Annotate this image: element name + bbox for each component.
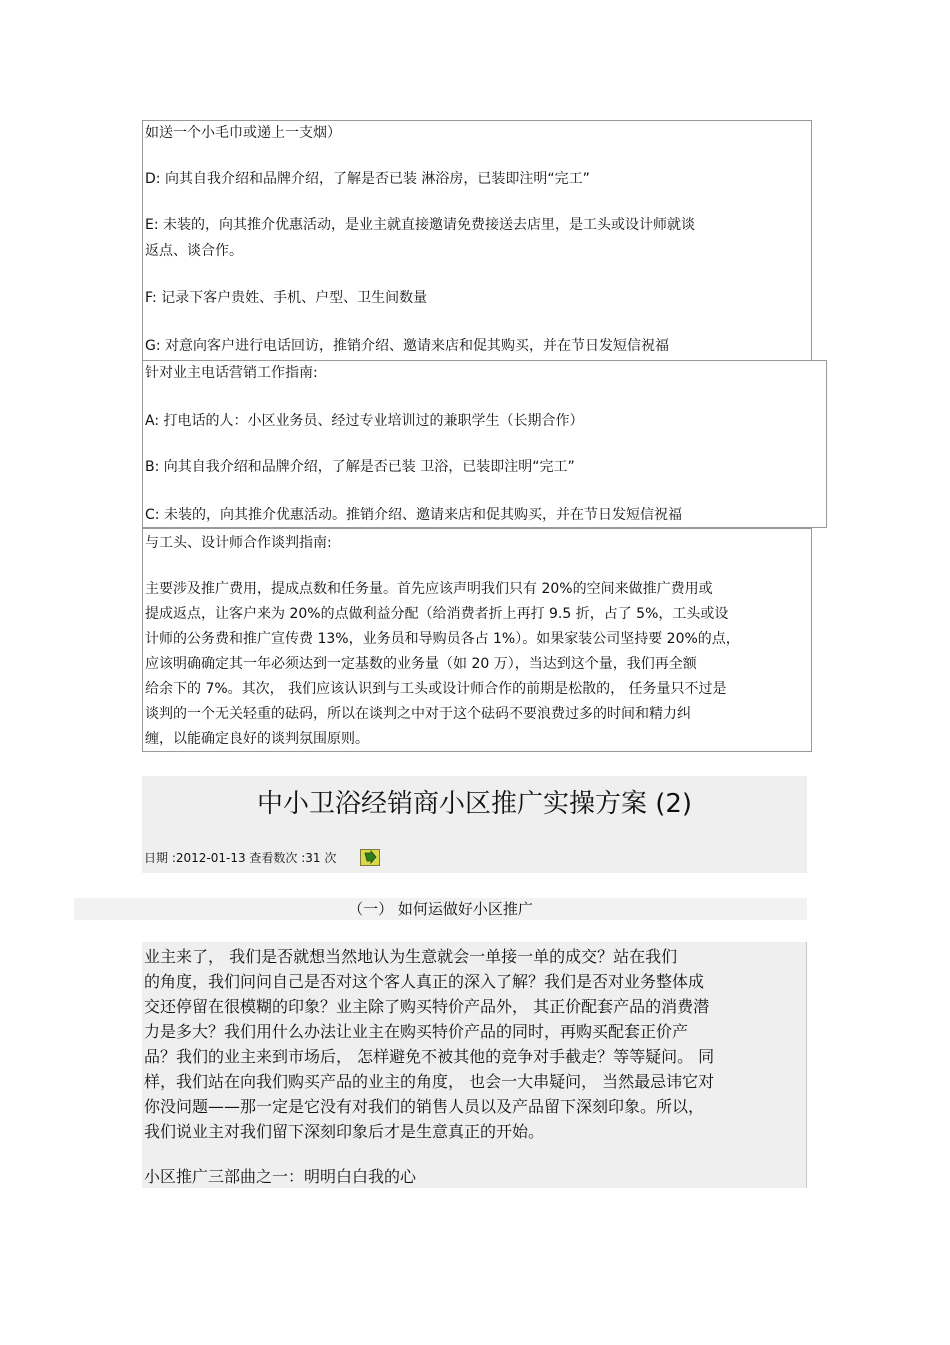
article-meta: 日期 :2012-01-13 查看数次 :31 次	[144, 851, 337, 865]
body-line: 的角度，我们问问自己是否对这个客人真正的深入了解？我们是否对业务整体成	[144, 972, 705, 991]
body-line: 业主来了， 我们是否就想当然地认为生意就会一单接一单的成交？站在我们	[144, 947, 678, 966]
box3-text-line: 主要涉及推广费用，提成点数和任务量。首先应该声明我们只有 20%的空间来做推广费用或	[145, 581, 713, 597]
box1-line-5: F: 记录下客户贵姓、手机、户型、卫生间数量	[145, 290, 428, 306]
article-title: 中小卫浴经销商小区推广实操方案 (2)	[256, 789, 693, 819]
section-heading: （一） 如何运做好小区推广	[74, 898, 807, 920]
box2-line-2: A: 打电话的人：小区业务员、经过专业培训过的兼职学生（长期合作）	[145, 413, 584, 429]
article-header	[142, 776, 807, 873]
body-line: 品？我们的业主来到市场后， 怎样避免不被其他的竞争对手截走？等等疑问。 同	[144, 1047, 715, 1066]
box3-text-line: 计师的公务费和推广宣传费 13%，业务员和导购员各占 1%）。如果家装公司坚持要 20%的点，	[145, 631, 740, 647]
box3-paragraph	[145, 577, 740, 752]
info-box-2	[142, 360, 827, 528]
box1-line-2: D: 向其自我介绍和品牌介绍，了解是否已装 淋浴房，已装即注明“完工”	[145, 171, 590, 187]
body-line: 力是多大？我们用什么办法让业主在购买特价产品的同时，再购买配套正价产	[144, 1022, 689, 1041]
info-box-3	[142, 528, 812, 752]
body-line: 我们说业主对我们留下深刻印象后才是生意真正的开始。	[144, 1122, 545, 1141]
arrow-icon[interactable]	[360, 849, 380, 866]
body-line: 交还停留在很模糊的印象？业主除了购买特价产品外， 其正价配套产品的消费潜	[144, 997, 710, 1016]
box3-text-line: 缠，以能确定良好的谈判氛围原则。	[145, 731, 369, 747]
box1-line-6: G: 对意向客户进行电话回访，推销介绍、邀请来店和促其购买，并在节日发短信祝福	[145, 338, 670, 354]
body-line: 样，我们站在向我们购买产品的业主的角度， 也会一大串疑问， 当然最忌讳它对	[144, 1072, 715, 1091]
box1-line-3: E: 未装的，向其推介优惠活动，是业主就直接邀请免费接送去店里，是工头或设计师就谈	[145, 217, 696, 233]
box3-text-line: 给余下的 7%。其次， 我们应该认识到与工头或设计师合作的前期是松散的， 任务量只不过是	[145, 681, 727, 697]
box3-text-line: 提成返点，让客户来为 20%的点做利益分配（给消费者折上再打 9.5 折，占了 5%，工头或设	[145, 606, 729, 622]
body-line: 你没问题——那一定是它没有对我们的销售人员以及产品留下深刻印象。所以，	[144, 1097, 705, 1116]
box2-line-1: 针对业主电话营销工作指南:	[145, 365, 318, 381]
box1-line-4: 返点、谈合作。	[145, 243, 243, 259]
box3-text-line: 谈判的一个无关轻重的砝码，所以在谈判之中对于这个砝码不要浪费过多的时间和精力纠	[145, 706, 691, 722]
info-box-1	[142, 120, 812, 362]
body-subheading: 小区推广三部曲之一：明明白白我的心	[144, 1167, 417, 1186]
box1-line-1: 如送一个小毛巾或递上一支烟）	[145, 125, 341, 141]
box2-line-4: C: 未装的，向其推介优惠活动。推销介绍、邀请来店和促其购买，并在节日发短信祝福	[145, 507, 682, 523]
box2-line-3: B: 向其自我介绍和品牌介绍，了解是否已装 卫浴，已装即注明“完工”	[145, 459, 575, 475]
box3-heading: 与工头、设计师合作谈判指南:	[145, 535, 332, 551]
box3-text-line: 应该明确确定其一年必须达到一定基数的业务量（如 20 万），当达到这个量，我们再全额	[145, 656, 697, 672]
body-paragraph	[144, 944, 714, 1144]
article-body	[142, 942, 807, 1188]
